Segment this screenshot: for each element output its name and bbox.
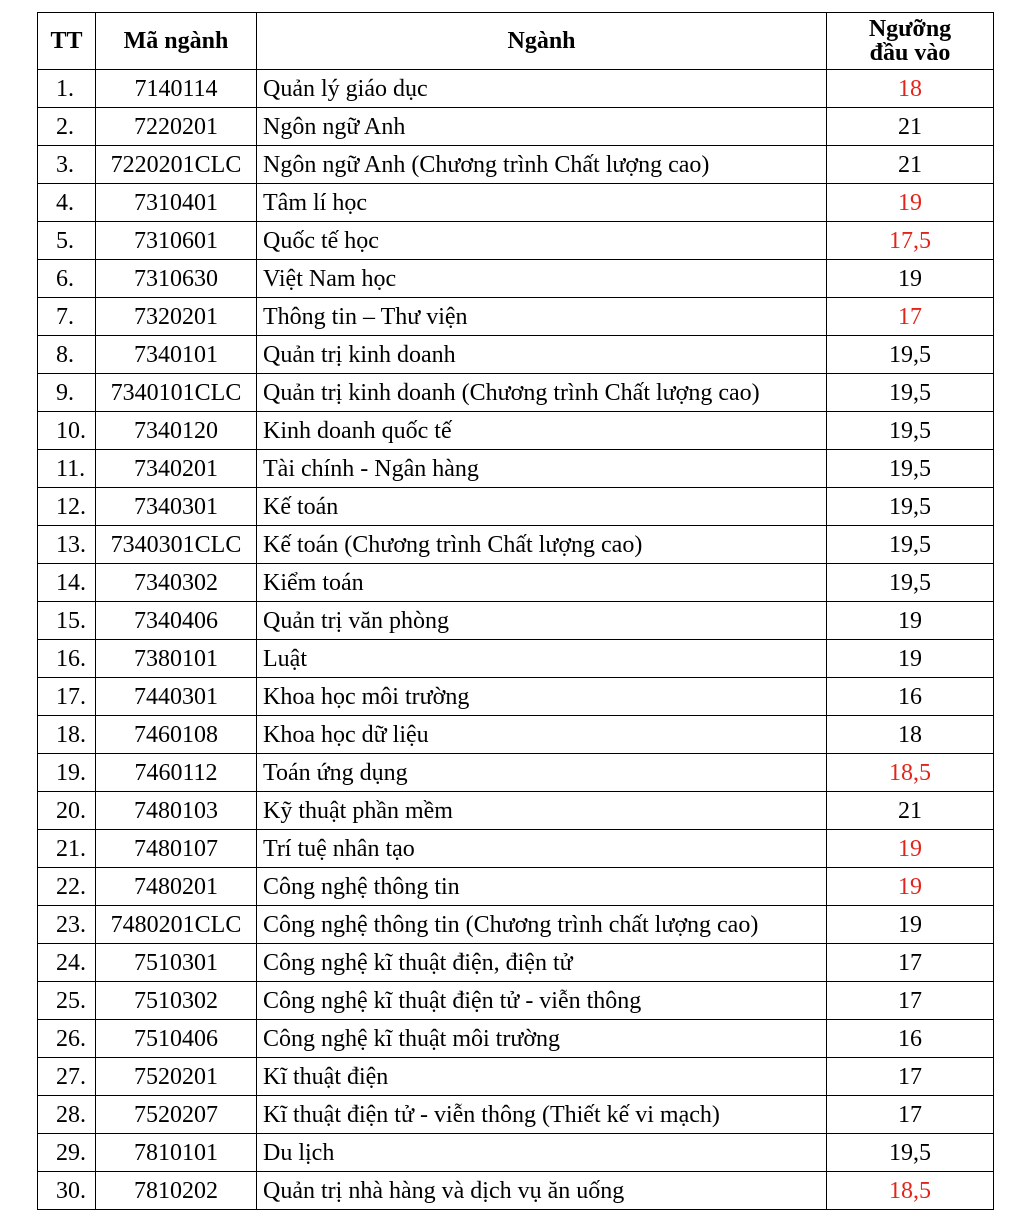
- threshold-score: 18,5: [827, 754, 994, 792]
- row-index: 22.: [38, 868, 96, 906]
- row-index: 19.: [38, 754, 96, 792]
- threshold-score: 19: [827, 906, 994, 944]
- row-index: 30.: [38, 1172, 96, 1210]
- row-index: 2.: [38, 108, 96, 146]
- major-name: Khoa học dữ liệu: [257, 716, 827, 754]
- major-code: 7480201: [96, 868, 257, 906]
- threshold-score: 19,5: [827, 450, 994, 488]
- major-code: 7320201: [96, 298, 257, 336]
- threshold-score: 19,5: [827, 336, 994, 374]
- threshold-score: 19: [827, 640, 994, 678]
- row-index: 8.: [38, 336, 96, 374]
- major-code: 7310401: [96, 184, 257, 222]
- major-code: 7480107: [96, 830, 257, 868]
- table-row: [38, 868, 994, 906]
- table-row: [38, 336, 994, 374]
- table-row: [38, 906, 994, 944]
- threshold-score: 16: [827, 678, 994, 716]
- table-body: [38, 70, 994, 1210]
- major-name: Tâm lí học: [257, 184, 827, 222]
- major-name: Quốc tế học: [257, 222, 827, 260]
- table-row: [38, 488, 994, 526]
- table-row: [38, 260, 994, 298]
- header-score-line1: Ngưỡng: [868, 16, 952, 42]
- row-index: 29.: [38, 1134, 96, 1172]
- threshold-score: 19: [827, 868, 994, 906]
- row-index: 15.: [38, 602, 96, 640]
- major-name: Tài chính - Ngân hàng: [257, 450, 827, 488]
- major-name: Kĩ thuật điện: [257, 1058, 827, 1096]
- major-code: 7480103: [96, 792, 257, 830]
- major-code: 7480201CLC: [96, 906, 257, 944]
- major-name: Công nghệ thông tin (Chương trình chất lượng cao): [257, 906, 827, 944]
- major-name: Khoa học môi trường: [257, 678, 827, 716]
- table-row: [38, 678, 994, 716]
- major-name: Quản lý giáo dục: [257, 70, 827, 108]
- table-row: [38, 982, 994, 1020]
- major-name: Công nghệ thông tin: [257, 868, 827, 906]
- table-row: [38, 526, 994, 564]
- threshold-score: 19,5: [827, 374, 994, 412]
- row-index: 14.: [38, 564, 96, 602]
- major-name: Quản trị kinh doanh: [257, 336, 827, 374]
- major-name: Toán ứng dụng: [257, 754, 827, 792]
- major-code: 7510301: [96, 944, 257, 982]
- major-name: Công nghệ kĩ thuật điện, điện tử: [257, 944, 827, 982]
- major-code: 7340301: [96, 488, 257, 526]
- major-name: Công nghệ kĩ thuật điện tử - viễn thông: [257, 982, 827, 1020]
- threshold-score: 18: [827, 716, 994, 754]
- major-code: 7380101: [96, 640, 257, 678]
- header-score: [827, 13, 994, 70]
- threshold-score: 17: [827, 944, 994, 982]
- table-row: [38, 640, 994, 678]
- major-name: Trí tuệ nhân tạo: [257, 830, 827, 868]
- major-code: 7220201CLC: [96, 146, 257, 184]
- row-index: 4.: [38, 184, 96, 222]
- threshold-score: 19: [827, 830, 994, 868]
- major-code: 7340101: [96, 336, 257, 374]
- header-name: Ngành: [257, 13, 827, 70]
- threshold-score: 16: [827, 1020, 994, 1058]
- major-code: 7340101CLC: [96, 374, 257, 412]
- threshold-score: 19,5: [827, 488, 994, 526]
- major-name: Luật: [257, 640, 827, 678]
- major-name: Quản trị nhà hàng và dịch vụ ăn uống: [257, 1172, 827, 1210]
- threshold-score: 18,5: [827, 1172, 994, 1210]
- major-name: Kế toán (Chương trình Chất lượng cao): [257, 526, 827, 564]
- row-index: 26.: [38, 1020, 96, 1058]
- major-name: Kỹ thuật phần mềm: [257, 792, 827, 830]
- major-code: 7520201: [96, 1058, 257, 1096]
- table-row: [38, 602, 994, 640]
- major-code: 7520207: [96, 1096, 257, 1134]
- table-row: [38, 1134, 994, 1172]
- table-row: [38, 146, 994, 184]
- threshold-score: 19: [827, 260, 994, 298]
- threshold-score: 19,5: [827, 412, 994, 450]
- table-row: [38, 1096, 994, 1134]
- header-tt: TT: [38, 13, 96, 70]
- admission-threshold-table: [37, 12, 994, 1210]
- major-code: 7440301: [96, 678, 257, 716]
- major-code: 7310630: [96, 260, 257, 298]
- row-index: 7.: [38, 298, 96, 336]
- threshold-score: 19,5: [827, 1134, 994, 1172]
- major-name: Việt Nam học: [257, 260, 827, 298]
- row-index: 28.: [38, 1096, 96, 1134]
- table-row: [38, 108, 994, 146]
- major-name: Kinh doanh quốc tế: [257, 412, 827, 450]
- table-row: [38, 1020, 994, 1058]
- major-code: 7310601: [96, 222, 257, 260]
- major-code: 7340301CLC: [96, 526, 257, 564]
- header-score-line2: đầu vào: [869, 40, 951, 66]
- row-index: 13.: [38, 526, 96, 564]
- major-name: Ngôn ngữ Anh (Chương trình Chất lượng cao): [257, 146, 827, 184]
- threshold-score: 21: [827, 146, 994, 184]
- major-name: Công nghệ kĩ thuật môi trường: [257, 1020, 827, 1058]
- row-index: 25.: [38, 982, 96, 1020]
- header-row: [38, 13, 994, 70]
- major-code: 7460108: [96, 716, 257, 754]
- major-code: 7340406: [96, 602, 257, 640]
- major-code: 7140114: [96, 70, 257, 108]
- row-index: 17.: [38, 678, 96, 716]
- table-row: [38, 944, 994, 982]
- row-index: 18.: [38, 716, 96, 754]
- table-row: [38, 374, 994, 412]
- row-index: 23.: [38, 906, 96, 944]
- table-row: [38, 754, 994, 792]
- row-index: 9.: [38, 374, 96, 412]
- major-name: Kiểm toán: [257, 564, 827, 602]
- row-index: 20.: [38, 792, 96, 830]
- major-name: Quản trị kinh doanh (Chương trình Chất lượng cao): [257, 374, 827, 412]
- threshold-score: 21: [827, 792, 994, 830]
- table-row: [38, 830, 994, 868]
- major-code: 7510302: [96, 982, 257, 1020]
- table-row: [38, 716, 994, 754]
- major-code: 7460112: [96, 754, 257, 792]
- major-name: Du lịch: [257, 1134, 827, 1172]
- table-row: [38, 1172, 994, 1210]
- row-index: 27.: [38, 1058, 96, 1096]
- table-row: [38, 1058, 994, 1096]
- row-index: 5.: [38, 222, 96, 260]
- threshold-score: 19,5: [827, 564, 994, 602]
- major-name: Kĩ thuật điện tử - viễn thông (Thiết kế vi mạch): [257, 1096, 827, 1134]
- major-code: 7510406: [96, 1020, 257, 1058]
- header-code: Mã ngành: [96, 13, 257, 70]
- major-name: Quản trị văn phòng: [257, 602, 827, 640]
- row-index: 10.: [38, 412, 96, 450]
- threshold-score: 21: [827, 108, 994, 146]
- major-code: 7340201: [96, 450, 257, 488]
- row-index: 24.: [38, 944, 96, 982]
- table-row: [38, 412, 994, 450]
- table-row: [38, 298, 994, 336]
- major-name: Ngôn ngữ Anh: [257, 108, 827, 146]
- threshold-score: 18: [827, 70, 994, 108]
- table-row: [38, 564, 994, 602]
- major-name: Kế toán: [257, 488, 827, 526]
- row-index: 1.: [38, 70, 96, 108]
- table-row: [38, 184, 994, 222]
- threshold-score: 19: [827, 602, 994, 640]
- major-code: 7810101: [96, 1134, 257, 1172]
- threshold-score: 17: [827, 1058, 994, 1096]
- row-index: 6.: [38, 260, 96, 298]
- row-index: 12.: [38, 488, 96, 526]
- threshold-score: 17: [827, 298, 994, 336]
- threshold-score: 17,5: [827, 222, 994, 260]
- row-index: 16.: [38, 640, 96, 678]
- major-name: Thông tin – Thư viện: [257, 298, 827, 336]
- table-row: [38, 222, 994, 260]
- threshold-score: 19: [827, 184, 994, 222]
- threshold-score: 17: [827, 982, 994, 1020]
- table-row: [38, 792, 994, 830]
- major-code: 7810202: [96, 1172, 257, 1210]
- table-row: [38, 70, 994, 108]
- row-index: 11.: [38, 450, 96, 488]
- row-index: 21.: [38, 830, 96, 868]
- major-code: 7340120: [96, 412, 257, 450]
- row-index: 3.: [38, 146, 96, 184]
- threshold-score: 17: [827, 1096, 994, 1134]
- threshold-score: 19,5: [827, 526, 994, 564]
- table-row: [38, 450, 994, 488]
- major-code: 7220201: [96, 108, 257, 146]
- major-code: 7340302: [96, 564, 257, 602]
